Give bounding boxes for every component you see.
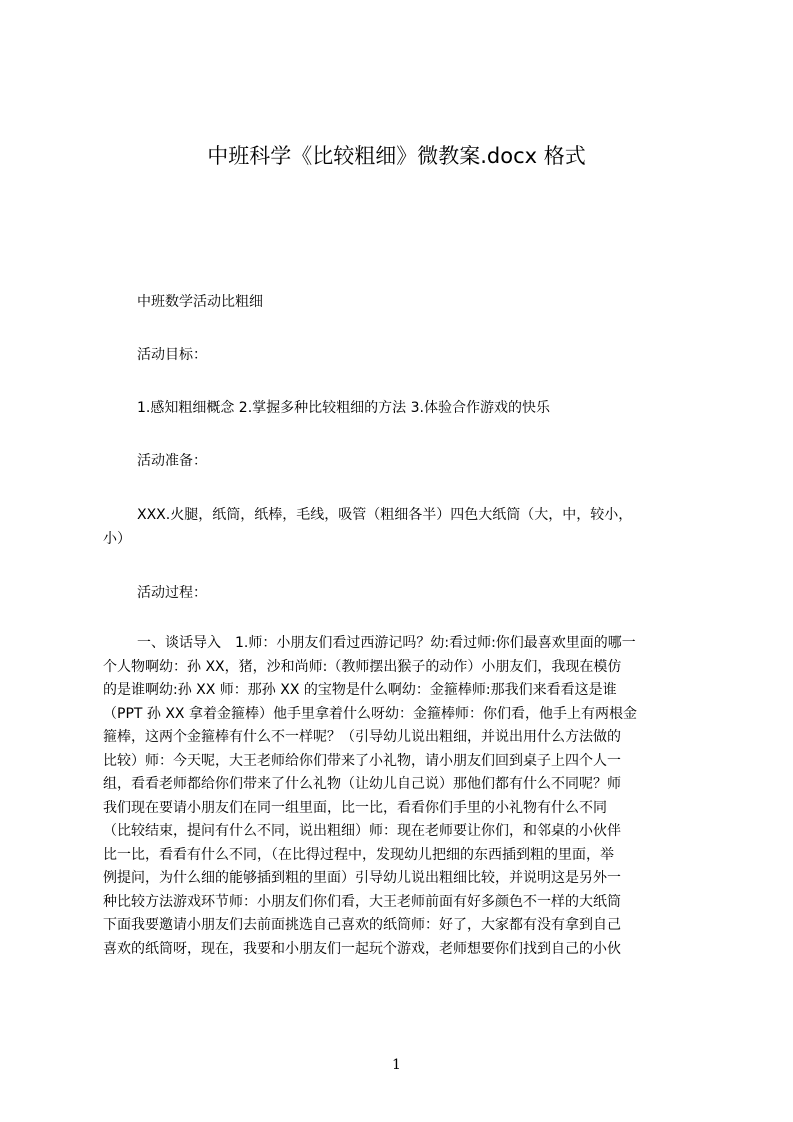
body-line: （PPT 孙 XX 拿着金箍棒）他手里拿着什么呀幼：金箍棒师：你们看，他手上有两根金: [103, 705, 637, 722]
paragraph-objectives-label: 活动目标：: [137, 347, 207, 363]
body-line: 种比较方法游戏环节师：小朋友们你们看，大王老师前面有好多颜色不一样的大纸筒: [103, 893, 621, 910]
paragraph-heading: 中班数学活动比粗细: [137, 294, 263, 310]
paragraph-process-label: 活动过程：: [137, 585, 207, 601]
body-line: 一、谈话导入 1.师：小朋友们看过西游记吗？幼:看过师:你们最喜欢里面的哪一: [137, 635, 636, 651]
body-line: 组，看看老师都给你们带来了什么礼物（让幼儿自己说）那他们都有什么不同呢？师: [103, 776, 621, 792]
body-line: 例提问，为什么细的能够插到粗的里面）引导幼儿说出粗细比较，并说明这是另外一: [103, 870, 621, 886]
paragraph-materials-line-1: XXX.火腿，纸筒，纸棒，毛线，吸管（粗细各半）四色大纸筒（大，中，较小，: [137, 507, 633, 523]
paragraph-preparation-label: 活动准备：: [137, 453, 207, 469]
paragraph-process-body: [103, 632, 701, 961]
body-line: 个人物啊幼：孙 XX，猪，沙和尚师:（教师摆出猴子的动作）小朋友们，我现在模仿: [103, 658, 622, 675]
body-line: 箍棒，这两个金箍棒有什么不一样呢？（引导幼儿说出粗细，并说出用什么方法做的: [103, 729, 621, 745]
paragraph-materials-line-2: 小）: [103, 531, 131, 547]
body-line: 喜欢的纸筒呀，现在，我要和小朋友们一起玩个游戏，老师想要你们找到自己的小伙: [103, 940, 621, 957]
page-number: 1: [392, 1057, 401, 1073]
body-line: 我们现在要请小朋友们在同一组里面，比一比，看看你们手里的小礼物有什么不同: [103, 799, 607, 816]
body-line: 比较）师：今天呢，大王老师给你们带来了小礼物，请小朋友们回到桌子上四个人一: [103, 752, 621, 769]
body-line: （比较结束，提问有什么不同，说出粗细）师：现在老师要让你们，和邻桌的小伙伴: [103, 823, 621, 839]
body-line: 下面我要邀请小朋友们去前面挑选自己喜欢的纸筒师：好了，大家都有没有拿到自己: [103, 917, 621, 933]
body-line: 的是谁啊幼:孙 XX 师：那孙 XX 的宝物是什么啊幼：金箍棒师:那我们来看看这是谁: [103, 682, 617, 698]
paragraph-objectives: 1.感知粗细概念 2.掌握多种比较粗细的方法 3.体验合作游戏的快乐: [137, 400, 550, 416]
document-title: 中班科学《比较粗细》微教案.docx 格式: [207, 144, 586, 168]
body-line: 比一比，看看有什么不同，（在比得过程中，发现幼儿把细的东西插到粗的里面，举: [103, 846, 614, 863]
